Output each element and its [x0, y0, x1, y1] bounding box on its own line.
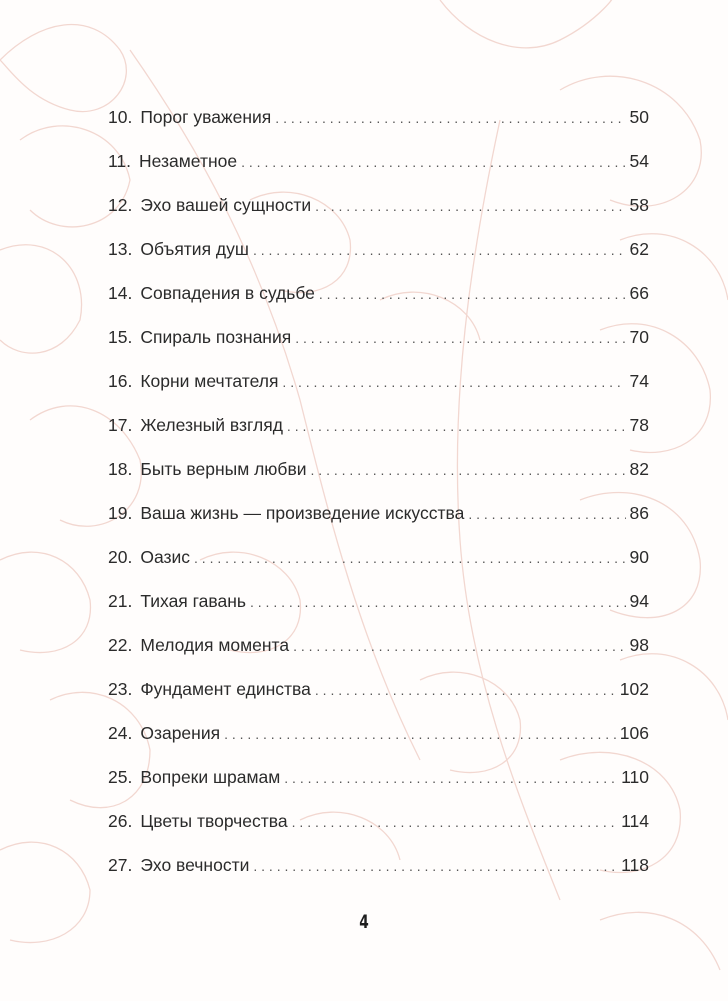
toc-dot-leader — [295, 325, 625, 351]
toc-entry-title: Цветы творчества — [140, 811, 288, 831]
toc-entry-page: 78 — [629, 415, 649, 435]
toc-entry-number: 17. — [108, 415, 133, 435]
toc-entry-title: Оазис — [140, 547, 191, 567]
toc-entry-number: 16. — [108, 371, 133, 391]
toc-entry-number: 26. — [108, 811, 133, 831]
toc-entry[interactable] — [108, 544, 649, 588]
toc-entry[interactable] — [108, 588, 649, 632]
toc-entry-title: Тихая гавань — [140, 591, 246, 611]
toc-entry-page: 118 — [621, 855, 649, 875]
toc-entry[interactable] — [108, 368, 649, 412]
toc-entry[interactable] — [108, 808, 649, 852]
toc-entry-number: 12. — [108, 195, 133, 215]
toc-entry-title: Железный взгляд — [140, 415, 283, 435]
toc-entry-title: Фундамент единства — [140, 679, 311, 699]
toc-entry-number: 21. — [108, 591, 133, 611]
toc-entry-page: 66 — [629, 283, 649, 303]
toc-entry[interactable] — [108, 632, 649, 676]
toc-entry-page: 82 — [629, 459, 649, 479]
toc-entry-page: 114 — [621, 811, 649, 831]
toc-entry-title: Мелодия момента — [140, 635, 290, 655]
toc-dot-leader — [241, 149, 625, 175]
toc-entry-title: Корни мечтателя — [140, 371, 279, 391]
toc-dot-leader — [319, 281, 626, 307]
toc-entry[interactable] — [108, 852, 649, 896]
toc-entry-page: 98 — [629, 635, 649, 655]
table-of-contents — [108, 104, 649, 896]
toc-entry-page: 74 — [629, 371, 649, 391]
toc-entry-page: 50 — [629, 107, 649, 127]
toc-entry[interactable] — [108, 148, 649, 192]
toc-entry-title: Вопреки шрамам — [140, 767, 281, 787]
page-number: 4 — [359, 911, 369, 933]
toc-dot-leader — [284, 765, 617, 791]
toc-entry-title: Быть верным любви — [140, 459, 307, 479]
toc-entry-title: Ваша жизнь — произведение искусства — [140, 503, 465, 523]
toc-entry[interactable] — [108, 236, 649, 280]
toc-entry[interactable] — [108, 412, 649, 456]
toc-entry-page: 110 — [621, 767, 649, 787]
toc-dot-leader — [311, 457, 626, 483]
toc-entry[interactable] — [108, 720, 649, 764]
toc-dot-leader — [194, 545, 626, 571]
toc-entry-number: 13. — [108, 239, 133, 259]
toc-entry[interactable] — [108, 280, 649, 324]
toc-dot-leader — [315, 677, 616, 703]
toc-entry-number: 20. — [108, 547, 133, 567]
toc-entry-number: 18. — [108, 459, 133, 479]
toc-entry-number: 23. — [108, 679, 133, 699]
toc-entry-page: 102 — [619, 679, 649, 699]
toc-dot-leader — [224, 721, 616, 747]
toc-entry-page: 54 — [629, 151, 649, 171]
toc-entry[interactable] — [108, 456, 649, 500]
toc-entry[interactable] — [108, 324, 649, 368]
toc-entry-page: 94 — [629, 591, 649, 611]
toc-entry-title: Порог уважения — [140, 107, 272, 127]
toc-entry-number: 11. — [108, 151, 132, 171]
toc-entry-page: 62 — [629, 239, 649, 259]
toc-entry-page: 90 — [629, 547, 649, 567]
toc-entry-title: Спираль познания — [140, 327, 292, 347]
toc-entry-title: Незаметное — [139, 151, 238, 171]
toc-dot-leader — [315, 193, 625, 219]
toc-entry[interactable] — [108, 500, 649, 544]
toc-dot-leader — [282, 369, 625, 395]
toc-entry-title: Эхо вашей сущности — [140, 195, 312, 215]
toc-dot-leader — [293, 633, 625, 659]
toc-dot-leader — [292, 809, 617, 835]
toc-dot-leader — [468, 501, 625, 527]
toc-entry-number: 25. — [108, 767, 133, 787]
toc-entry-number: 14. — [108, 283, 133, 303]
toc-entry-title: Озарения — [140, 723, 221, 743]
toc-entry-page: 70 — [629, 327, 649, 347]
toc-entry-page: 106 — [619, 723, 649, 743]
toc-entry[interactable] — [108, 676, 649, 720]
toc-entry-title: Объятия душ — [140, 239, 249, 259]
toc-dot-leader — [250, 589, 626, 615]
toc-entry-title: Эхо вечности — [140, 855, 250, 875]
toc-entry-number: 24. — [108, 723, 133, 743]
toc-entry-number: 27. — [108, 855, 133, 875]
toc-entry-title: Совпадения в судьбе — [140, 283, 315, 303]
toc-entry-page: 86 — [629, 503, 649, 523]
toc-dot-leader — [253, 237, 626, 263]
toc-dot-leader — [275, 105, 625, 131]
toc-entry-number: 10. — [108, 107, 133, 127]
toc-entry[interactable] — [108, 104, 649, 148]
toc-entry[interactable] — [108, 764, 649, 808]
toc-entry-number: 19. — [108, 503, 133, 523]
toc-dot-leader — [287, 413, 626, 439]
toc-entry[interactable] — [108, 192, 649, 236]
toc-entry-number: 15. — [108, 327, 133, 347]
toc-entry-number: 22. — [108, 635, 133, 655]
toc-dot-leader — [253, 853, 617, 879]
toc-entry-page: 58 — [629, 195, 649, 215]
